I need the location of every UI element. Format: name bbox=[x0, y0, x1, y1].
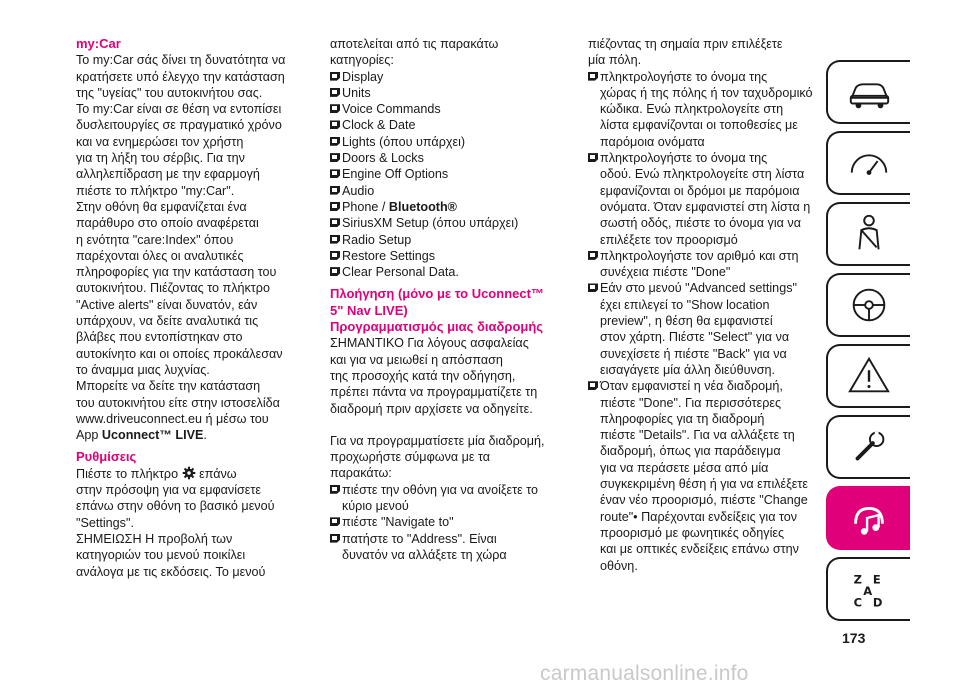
list-item bbox=[330, 199, 564, 215]
text-line: δυνατόν να αλλάξετε τη χώρα bbox=[342, 547, 507, 562]
list-item-label: Clear Personal Data. bbox=[342, 265, 459, 280]
tab-safety[interactable] bbox=[826, 202, 910, 266]
bullet-icon bbox=[588, 72, 598, 81]
bullet-icon bbox=[330, 202, 340, 211]
list-item bbox=[330, 183, 564, 199]
index-icon bbox=[846, 566, 892, 612]
text-line: επάνω στην οθόνη το βασικό μενού bbox=[76, 499, 275, 514]
step-item bbox=[330, 514, 564, 530]
bullet-icon bbox=[588, 153, 598, 162]
step-item bbox=[588, 69, 824, 150]
column-2 bbox=[330, 36, 564, 563]
list-item bbox=[330, 85, 564, 101]
text-line: επιλέξετε τον προορισμό bbox=[600, 232, 738, 247]
text-line: κατηγορίες: bbox=[330, 53, 394, 68]
heading-navigation bbox=[330, 286, 564, 319]
list-item bbox=[330, 166, 564, 182]
text-line: πιέστε "Done". Για περισσότερες bbox=[600, 395, 782, 410]
list-item bbox=[330, 69, 564, 85]
text-line: διαδρομή, όπως για παράδειγμα bbox=[600, 444, 781, 459]
uconnect-live-text: Uconnect™ LIVE bbox=[101, 428, 204, 443]
bullet-icon bbox=[330, 186, 340, 195]
text-line: Το my:Car είναι σε θέση να εντοπίσει bbox=[76, 102, 282, 117]
text-line: www.driveuconnect.eu ή μέσω του bbox=[76, 411, 269, 426]
heading-mycar: my:Car bbox=[76, 36, 121, 51]
tab-index[interactable] bbox=[826, 557, 910, 621]
list-item-label: Engine Off Options bbox=[342, 167, 449, 182]
tab-warnings[interactable] bbox=[826, 344, 910, 408]
warning-triangle-icon bbox=[846, 353, 892, 399]
text-line: πρέπει πάντα να προγραμματίζετε τη bbox=[330, 385, 538, 400]
text-line: για να περάσετε μέσα από μία bbox=[600, 460, 769, 475]
text-line: Για να προγραμματίσετε μία διαδρομή, bbox=[330, 433, 545, 448]
list-item bbox=[330, 248, 564, 264]
tab-starting-driving[interactable] bbox=[826, 273, 910, 337]
step-item bbox=[588, 150, 824, 248]
text-line: προορισμό με φωνητικές οδηγίες bbox=[600, 525, 785, 540]
text-line: ονόματα. Όταν εμφανιστεί στη λίστα η bbox=[600, 199, 811, 214]
chapter-tabs bbox=[826, 60, 912, 628]
text-line: πιέζοντας τη σημαία πριν επιλέξετε bbox=[588, 37, 783, 51]
text-line: μία πόλη. bbox=[588, 53, 642, 68]
list-item bbox=[330, 264, 564, 280]
text-line: παράθυρο στο οποίο αναφέρεται bbox=[76, 216, 259, 231]
tab-car[interactable] bbox=[826, 60, 910, 124]
step-item bbox=[588, 378, 824, 574]
text-line: του αυτοκινήτου είτε στην ιστοσελίδα bbox=[76, 395, 280, 410]
text-line: παρόμοια ονόματα bbox=[600, 134, 705, 149]
text-line: πιέστε την οθόνη για να ανοίξετε το bbox=[342, 482, 539, 497]
bullet-icon bbox=[330, 534, 340, 543]
bullet-icon bbox=[330, 251, 340, 260]
bullet-icon bbox=[330, 104, 340, 113]
text-line: της προσοχής κατά την οδήγηση, bbox=[330, 368, 516, 383]
paragraph bbox=[330, 36, 564, 69]
text-line: Μπορείτε να δείτε την κατάσταση bbox=[76, 379, 261, 394]
text-line: παρέχονται όλες οι αναλυτικές bbox=[76, 248, 244, 263]
paragraph bbox=[330, 335, 564, 416]
list-item-label: Audio bbox=[342, 183, 375, 198]
bullet-icon bbox=[330, 517, 340, 526]
text-line: εμφανίζονται οι δρόμοι με παρόμοια bbox=[600, 183, 800, 198]
list-item-label: Restore Settings bbox=[342, 248, 436, 263]
text-line: πληροφορίες για την κατάσταση του bbox=[76, 265, 277, 280]
seatbelt-icon bbox=[846, 211, 892, 257]
text-line: πληκτρολογήστε τον αριθμό και στη bbox=[600, 248, 799, 263]
list-item-label: Radio Setup bbox=[342, 232, 412, 247]
bullet-icon bbox=[588, 381, 598, 390]
bluetooth-text: Bluetooth® bbox=[388, 199, 457, 214]
text-span: επάνω bbox=[195, 466, 237, 481]
heading-route-planning: Προγραμματισμός μιας διαδρομής bbox=[330, 319, 544, 335]
text-line: δυσλειτουργίες σε πραγματικό χρόνο bbox=[76, 118, 282, 133]
paragraph bbox=[76, 101, 304, 199]
text-line: οθόνη. bbox=[600, 558, 638, 573]
text-line: στον χάρτη. Πιέστε "Select" για να bbox=[600, 330, 790, 345]
paragraph bbox=[76, 466, 304, 531]
text-line: χώρας ή της πόλης ή τον ταχυδρομικό bbox=[600, 85, 813, 100]
text-line: και με οπτικές ενδείξεις επάνω στην bbox=[600, 542, 799, 557]
text-line: υπάρχουν, να δείτε αναλυτικά τις bbox=[76, 314, 259, 329]
text-line: στην πρόσοψη για να εμφανίσετε bbox=[76, 483, 262, 498]
list-item bbox=[330, 150, 564, 166]
text-line: Στην οθόνη θα εμφανίζεται ένα bbox=[76, 199, 247, 214]
text-line: κύριο μενού bbox=[342, 499, 409, 514]
column-1 bbox=[76, 36, 304, 580]
paragraph bbox=[76, 378, 304, 443]
list-item bbox=[330, 134, 564, 150]
text-line: διαδρομή πριν αρχίσετε να οδηγείτε. bbox=[330, 401, 533, 416]
text-line: παρακάτω: bbox=[330, 466, 392, 481]
svg-text:C: C bbox=[853, 595, 863, 610]
text-line: της "υγείας" του αυτοκινήτου σας. bbox=[76, 85, 263, 100]
list-item bbox=[330, 215, 564, 231]
steering-wheel-icon bbox=[846, 282, 892, 328]
bullet-icon bbox=[330, 137, 340, 146]
text-line: και για να μειωθεί η απόσπαση bbox=[330, 352, 503, 367]
text-line: πληροφορίες για τη διαδρομή bbox=[600, 411, 765, 426]
text-line: συνεχίσετε ή πιέστε "Back" για να bbox=[600, 346, 787, 361]
text-line: route"• Παρέχονται ενδείξεις για τον bbox=[600, 509, 798, 524]
heading-line: Πλοήγηση (μόνο με το Uconnect™ bbox=[330, 286, 544, 302]
text-line: έναν νέο προορισμό, πιέστε "Change bbox=[600, 493, 808, 508]
tab-dashboard[interactable] bbox=[826, 131, 910, 195]
text-line: λίστα εμφανίζονται οι τοποθεσίες με bbox=[600, 118, 798, 133]
step-item bbox=[330, 482, 564, 515]
step-item bbox=[588, 280, 824, 378]
bullet-icon bbox=[330, 235, 340, 244]
text-line: Εάν στο μενού "Advanced settings" bbox=[600, 281, 797, 296]
svg-text:E: E bbox=[872, 572, 881, 587]
list-item-label: Voice Commands bbox=[342, 102, 441, 117]
text-line: οδού. Ενώ πληκτρολογείτε στη λίστα bbox=[600, 167, 805, 182]
column-3 bbox=[588, 36, 824, 574]
text-line: εισαγάγετε μία άλλη διεύθυνση. bbox=[600, 362, 776, 377]
heading-settings: Ρυθμίσεις bbox=[76, 449, 137, 465]
watermark: carmanualsonline.info bbox=[540, 662, 749, 685]
bullet-icon bbox=[588, 251, 598, 260]
bullet-icon bbox=[330, 120, 340, 129]
page-number: 173 bbox=[842, 630, 866, 646]
text-line: πιέστε "Navigate to" bbox=[342, 515, 454, 530]
gear-icon bbox=[182, 466, 196, 480]
text-line: κρατήσετε υπό έλεγχο την κατάσταση bbox=[76, 69, 285, 84]
tab-emergency[interactable] bbox=[826, 415, 910, 479]
text-span: App bbox=[76, 428, 102, 443]
list-item-label: Display bbox=[342, 69, 384, 84]
text-line: Το my:Car σάς δίνει τη δυνατότητα να bbox=[76, 53, 286, 68]
multimedia-icon bbox=[846, 495, 892, 541]
text-line: και να ενημερώσει τον χρήστη bbox=[76, 134, 244, 149]
text-line: πιέστε "Details". Για να αλλάξετε τη bbox=[600, 428, 795, 443]
svg-text:D: D bbox=[872, 595, 883, 610]
list-item bbox=[330, 101, 564, 117]
text-line: κώδικα. Ενώ πληκτρολογείτε στη bbox=[600, 102, 784, 117]
svg-text:Z: Z bbox=[853, 572, 863, 587]
bullet-icon bbox=[330, 267, 340, 276]
text-line: αυτοκινήτου. Πιέζοντας το πλήκτρο bbox=[76, 281, 270, 296]
step-item bbox=[330, 531, 564, 564]
dashboard-icon bbox=[846, 140, 892, 186]
step-item bbox=[588, 248, 824, 281]
text-line: πατήστε το "Address". Είναι bbox=[342, 531, 497, 546]
text-line: συνέχεια πιέστε "Done" bbox=[600, 265, 731, 280]
text-line: Όταν εμφανιστεί η νέα διαδρομή, bbox=[600, 379, 783, 394]
paragraph bbox=[330, 433, 564, 482]
list-item-label: SiriusXM Setup (όπου υπάρχει) bbox=[342, 216, 519, 231]
paragraph bbox=[588, 36, 824, 69]
text-line bbox=[76, 466, 304, 482]
text-line: αλληλεπίδραση με την εφαρμογή bbox=[76, 167, 260, 182]
paragraph bbox=[76, 52, 304, 101]
bullet-icon bbox=[330, 169, 340, 178]
text-line: σωστή οδός, πιέστε το όνομα για να bbox=[600, 216, 801, 231]
bullet-icon bbox=[330, 153, 340, 162]
bullet-icon bbox=[330, 485, 340, 494]
list-item bbox=[330, 117, 564, 133]
bullet-icon bbox=[330, 72, 340, 81]
text-span: . bbox=[203, 428, 207, 443]
text-line: "Active alerts" είναι δυνατόν, εάν bbox=[76, 297, 258, 312]
car-icon bbox=[846, 69, 892, 115]
list-item bbox=[330, 232, 564, 248]
text-line: πληκτρολογήστε το όνομα της bbox=[600, 69, 768, 84]
text-line: το άναμμα μιας λυχνίας. bbox=[76, 362, 210, 377]
text-line: ανάλογα με τις εκδόσεις. Το μενού bbox=[76, 564, 266, 579]
bullet-icon bbox=[588, 283, 598, 292]
bullet-icon bbox=[330, 88, 340, 97]
bullet-icon bbox=[330, 218, 340, 227]
text-line: για τη λήξη του σέρβις. Για την bbox=[76, 151, 245, 166]
settings-category-list bbox=[330, 69, 564, 281]
tab-multimedia[interactable] bbox=[826, 486, 910, 550]
text-line bbox=[76, 427, 304, 443]
text-line: preview", η θέση θα εμφανιστεί bbox=[600, 314, 773, 329]
svg-text:A: A bbox=[863, 583, 873, 598]
text-line: κατηγοριών του μενού ποικίλει bbox=[76, 548, 246, 563]
list-item-label: Lights (όπου υπάρχει) bbox=[342, 134, 466, 149]
text-line: ΣΗΜΑΝΤΙΚΟ Για λόγους ασφαλείας bbox=[330, 336, 529, 351]
text-line: "Settings". bbox=[76, 515, 134, 530]
text-line: πιέστε το πλήκτρο "my:Car". bbox=[76, 183, 235, 198]
text-line: αυτοκίνητο και οι οποίες προκάλεσαν bbox=[76, 346, 283, 361]
paragraph bbox=[76, 531, 304, 580]
text-line: αποτελείται από τις παρακάτω bbox=[330, 37, 499, 51]
text-line: βλάβες που εντοπίστηκαν στο bbox=[76, 330, 243, 345]
text-line: συγκεκριμένη θέση ή για να επιλέξετε bbox=[600, 477, 808, 492]
text-line: έχει επιλεγεί το "Show location bbox=[600, 297, 770, 312]
list-item-label: Phone / bbox=[342, 199, 389, 214]
list-item-label: Clock & Date bbox=[342, 118, 416, 133]
list-item-label: Doors & Locks bbox=[342, 151, 424, 166]
wrench-icon bbox=[846, 424, 892, 470]
heading-line: 5" Nav LIVE) bbox=[330, 302, 408, 318]
paragraph bbox=[76, 199, 304, 378]
text-line: προχωρήστε σύμφωνα με τα bbox=[330, 450, 491, 465]
list-item-label: Units bbox=[342, 85, 371, 100]
text-line: η ενότητα "care:Index" όπου bbox=[76, 232, 234, 247]
text-line: ΣΗΜΕΙΩΣΗ Η προβολή των bbox=[76, 531, 233, 546]
text-line: πληκτρολογήστε το όνομα της bbox=[600, 151, 768, 166]
text-span: Πιέστε το πλήκτρο bbox=[76, 466, 182, 481]
